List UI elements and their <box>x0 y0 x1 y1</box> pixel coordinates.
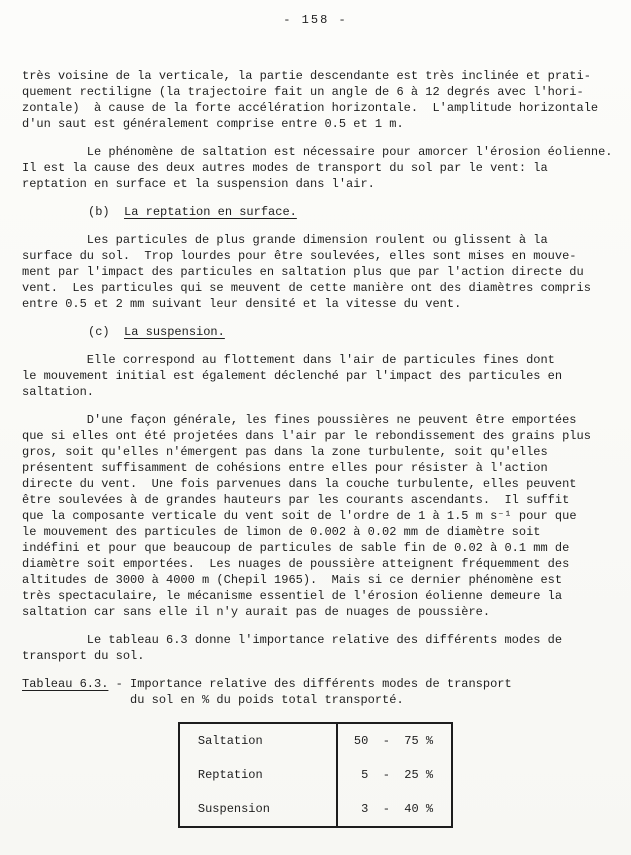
text-line: gros, soit qu'elles n'émergent pas dans la zone turbulente, soit qu'elles <box>22 445 548 459</box>
table-row <box>179 758 452 792</box>
table-caption <box>22 676 609 708</box>
section-title: La reptation en surface. <box>124 205 297 219</box>
text-line: ment par l'impact des particules en saltation plus que par l'action directe du <box>22 265 584 279</box>
text-line: que la composante verticale du vent soit de l'ordre de 1 à 1.5 m s⁻¹ pour que <box>22 509 577 523</box>
text-line: entre 0.5 et 2 mm suivant leur densité et la vitesse du vent. <box>22 297 462 311</box>
range-cell: 50 - 75 % <box>337 723 452 758</box>
text-line: altitudes de 3000 à 4000 m (Chepil 1965). Mais si ce dernier phénomène est <box>22 573 563 587</box>
text-line: reptation en surface et la suspension dans l'air. <box>22 177 375 191</box>
section-label: (c) <box>88 325 125 339</box>
text-line: saltation car sans elle il n'y aurait pas de nuages de poussière. <box>22 605 491 619</box>
section-label: (b) <box>88 205 125 219</box>
text-line: d'un saut est généralement comprise entre 0.5 et 1 m. <box>22 117 404 131</box>
table-caption-line1 <box>22 676 609 692</box>
text-line: Elle correspond au flottement dans l'air de particules fines dont <box>22 353 555 367</box>
table-row <box>179 723 452 758</box>
text-line: quement rectiligne (la trajectoire fait un angle de 6 à 12 degrés avec l'hori- <box>22 85 584 99</box>
paragraph <box>22 144 613 192</box>
transport-modes-table-body <box>179 723 452 827</box>
document-body <box>22 68 613 664</box>
paragraph <box>22 68 609 132</box>
range-cell: 5 - 25 % <box>337 758 452 792</box>
text-line: le mouvement des particules de limon de 0.002 à 0.02 mm de diamètre soit <box>22 525 541 539</box>
table-caption-label: Tableau 6.3. <box>22 677 109 691</box>
mode-cell: Reptation <box>197 768 263 782</box>
section-title: La suspension. <box>124 325 225 339</box>
paragraph <box>22 232 609 312</box>
range-cell: 3 - 40 % <box>337 792 452 827</box>
text-line: très spectaculaire, le mécanisme essentiel de l'érosion éolienne demeure la <box>22 589 563 603</box>
mode-cell: Suspension <box>197 802 270 816</box>
table-row <box>179 792 452 827</box>
text-line: D'une façon générale, les fines poussières ne peuvent être emportées <box>22 413 577 427</box>
paragraph <box>22 352 609 400</box>
paragraph <box>22 632 609 664</box>
section-heading <box>22 204 609 220</box>
mode-cell: Saltation <box>197 734 263 748</box>
text-line: le mouvement initial est également déclenché par l'impact des particules en <box>22 369 563 383</box>
text-line: indéfini et pour que beaucoup de particules de sable fin de 0.02 à 0.1 mm de <box>22 541 570 555</box>
text-line: présentent suffisamment de cohésions entre elles pour résister à l'action <box>22 461 548 475</box>
text-line: Il est la cause des deux autres modes de transport du sol par le vent: la <box>22 161 548 175</box>
section-heading <box>22 324 609 340</box>
text-line: directe du vent. Une fois parvenues dans la couche turbulente, elles peuvent <box>22 477 577 491</box>
text-line: Le phénomène de saltation est nécessaire pour amorcer l'érosion éolienne. <box>22 145 613 159</box>
text-line: vent. Les particules qui se meuvent de cette manière ont des diamètres compris <box>22 281 591 295</box>
paragraph <box>22 412 609 620</box>
text-line: Le tableau 6.3 donne l'importance relative des différents modes de <box>22 633 563 647</box>
page-number: - 158 - <box>283 13 348 27</box>
text-line: surface du sol. Trop lourdes pour être soulevées, elles sont mises en mouve- <box>22 249 577 263</box>
text-line: transport du sol. <box>22 649 145 663</box>
text-line: diamètre soit emportées. Les nuages de poussière atteignent fréquemment des <box>22 557 570 571</box>
table-caption-line2: du sol en % du poids total transporté. <box>22 693 404 707</box>
text-line: saltation. <box>22 385 95 399</box>
text-line: très voisine de la verticale, la partie descendante est très inclinée et prati- <box>22 69 591 83</box>
text-line: être soulevées à de grandes hauteurs par les courants ascendants. Il suffit <box>22 493 570 507</box>
text-line: zontale) à cause de la forte accélération horizontale. L'amplitude horizontale <box>22 101 599 115</box>
transport-modes-table <box>178 722 453 828</box>
text-line: que si elles ont été projetées dans l'air par le rebondissement des grains plus <box>22 429 591 443</box>
text-line: Les particules de plus grande dimension roulent ou glissent à la <box>22 233 548 247</box>
table-caption-text: - Importance relative des différents modes de transport <box>108 677 512 691</box>
